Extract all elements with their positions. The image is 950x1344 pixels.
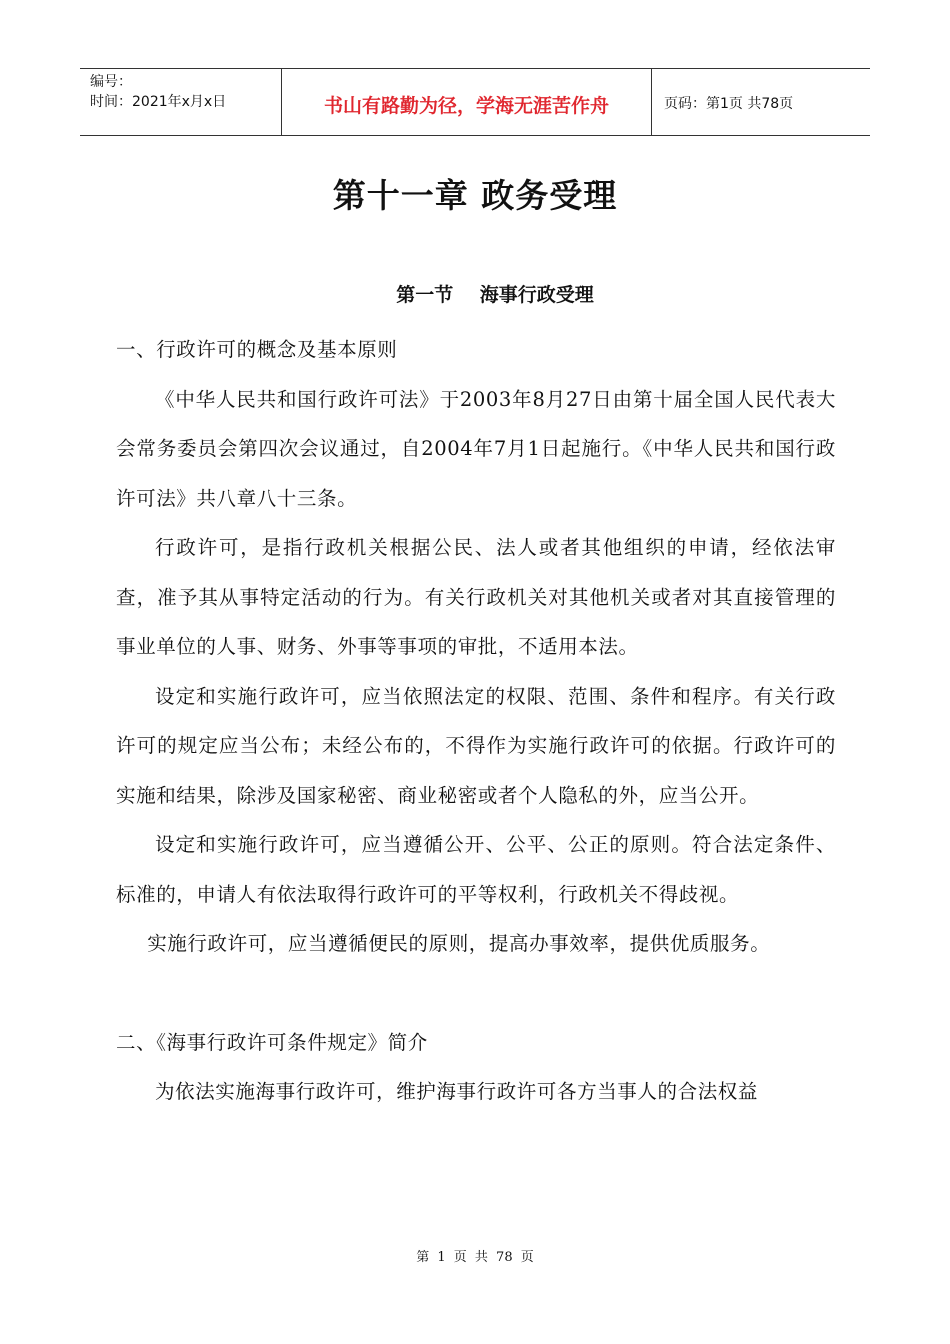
chapter-title: 第十一章 政务受理	[332, 176, 618, 215]
header-number-label: 编号：	[90, 74, 132, 90]
header-page-info: 页码：第1页 共78页	[664, 96, 794, 112]
header-page-cell	[652, 69, 870, 135]
paragraph: 设定和实施行政许可，应当依照法定的权限、范围、条件和程序。有关行政许可的规定应当公布；未经公布的，不得作为实施行政许可的依据。行政许可的实施和结果，除涉及国家秘密、商业秘密或者个人隐私的外，应当公开。	[116, 684, 836, 807]
paragraph: 设定和实施行政许可，应当遵循公开、公平、公正的原则。符合法定条件、标准的，申请人有依法取得行政许可的平等权利，行政机关不得歧视。	[116, 833, 836, 906]
paragraph: 行政许可，是指行政机关根据公民、法人或者其他组织的申请，经依法审查，准予其从事特定活动的行为。有关行政机关对其他机关或者对其直接管理的事业单位的人事、财务、外事等事项的审批，不适用本法。	[116, 536, 836, 658]
header-motto: 书山有路勤为径，学海无涯苦作舟	[323, 94, 609, 117]
header-meta	[80, 69, 282, 135]
spacer	[116, 969, 836, 1018]
header-date: 时间：2021年x月x日	[90, 94, 227, 110]
paragraph: 《中华人民共和国行政许可法》于2003年8月27日由第十届全国人民代表大会常务委员会第四次会议通过，自2004年7月1日起施行。《中华人民共和国行政许可法》共八章八十三条。	[116, 387, 836, 510]
document-header	[80, 68, 870, 136]
section-title: 第一节 海事行政受理	[396, 284, 594, 306]
document-body	[116, 325, 836, 1117]
heading-two: 二、《海事行政许可条件规定》简介	[116, 1030, 428, 1054]
header-motto-cell	[282, 69, 652, 135]
heading-one: 一、行政许可的概念及基本原则	[116, 338, 398, 361]
page-footer: 第 1 页 共 78 页	[416, 1250, 534, 1265]
paragraph: 实施行政许可，应当遵循便民的原则，提高办事效率，提供优质服务。	[147, 932, 771, 955]
paragraph: 为依法实施海事行政许可，维护海事行政许可各方当事人的合法权益	[155, 1080, 759, 1103]
